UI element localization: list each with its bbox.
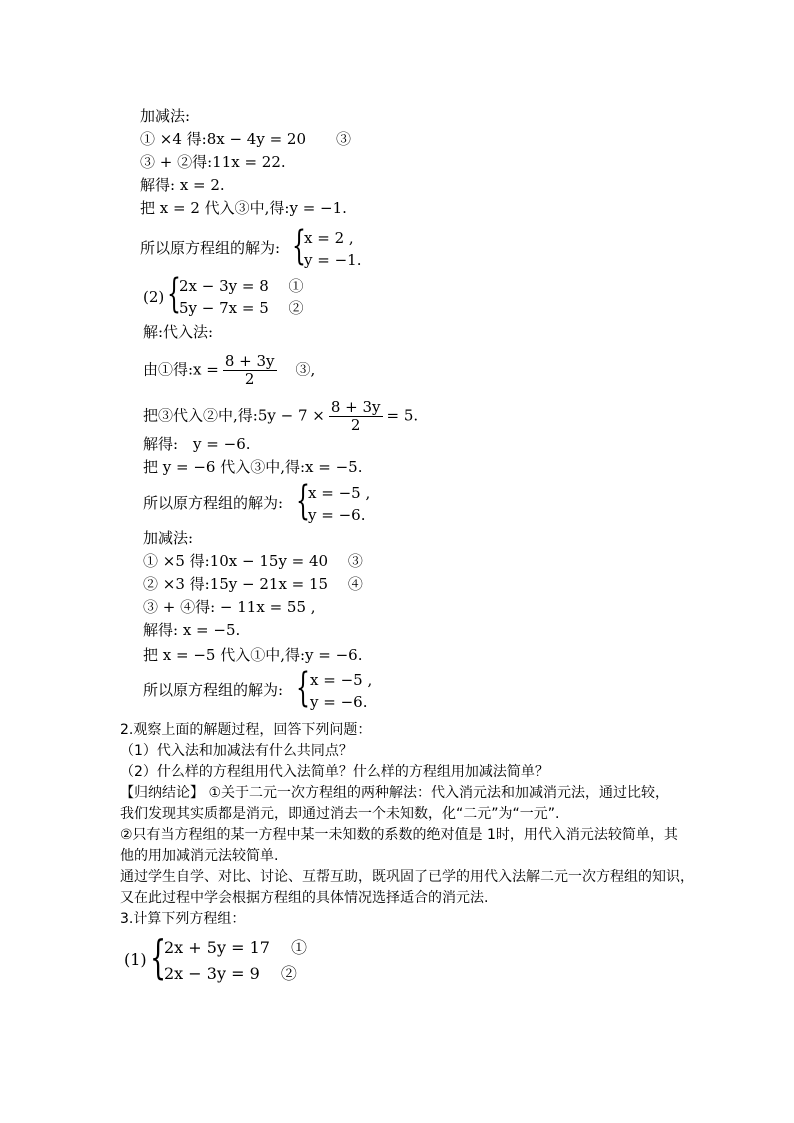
substitution-label: 把③代入②中,得:5y − 7 × [143,406,325,425]
note-line: 又在此过程中学会根据方程组的具体情况选择适合的消元法. [120,890,489,906]
step-line: ① ×4 得:8x − 4y = 20 ③ [140,130,352,148]
substitution-line: 把 x = −5 代入①中,得:y = −6. [143,646,363,664]
conclusion-line: ②只有当方程组的某一方程中某一未知数的系数的绝对值是 1时，用代入消元法较简单，其 [120,827,678,843]
conclusion-line: 【归纳结论】 ①关于二元一次方程组的两种解法：代入消元法和加减消元法，通过比较， [120,785,669,801]
system-row: 5y − 7x = 5 ② [179,299,304,317]
method-heading: 加减法: [143,529,194,547]
method-heading: 解:代入法: [143,323,214,341]
substitution-line [143,399,418,434]
fraction-denominator: 2 [244,370,255,388]
step-line: ③ + ④得: − 11x = 55 , [143,598,316,616]
brace-icon: { [150,930,167,984]
step-line: ① ×5 得:10x − 15y = 40 ③ [143,552,363,570]
system-row: x = 2 , [304,229,354,247]
conclusion-line: 他的用加减消元法较简单. [120,848,279,864]
fraction-numerator: 8 + 3y [330,398,381,416]
problem-label: (1) [124,950,147,969]
result-label: 所以原方程组的解为: [140,239,281,257]
solve-line: 解得: y = −6. [143,435,251,453]
fraction [223,353,277,388]
substitution-tail: = 5. [386,406,419,425]
step-line: ③ + ②得:11x = 22. [140,153,286,171]
substitution-line: 把 x = 2 代入③中,得:y = −1. [140,199,347,217]
equation-tag: ③, [295,360,316,379]
system-row: 2x + 5y = 17 ① [164,938,308,957]
problem-label: (2) [143,288,165,306]
derivation-line [143,353,315,388]
brace-icon: { [167,271,181,317]
brace-icon: { [296,478,310,524]
method-heading: 加减法: [140,107,191,125]
conclusion-line: 我们发现其实质都是消元，即通过消去一个未知数，化“二元”为“一元”. [120,806,560,822]
result-label: 所以原方程组的解为: [143,681,284,699]
result-label: 所以原方程组的解为: [143,494,284,512]
system-row: y = −1. [304,251,362,269]
solve-line: 解得: x = −5. [143,621,241,639]
system-row: 2x − 3y = 8 ① [179,277,304,295]
section-title: 2.观察上面的解题过程，回答下列问题： [120,722,372,738]
brace-icon: { [292,223,306,269]
fraction-denominator: 2 [350,416,361,434]
system-row: y = −6. [308,506,366,524]
fraction [329,399,383,434]
system-row: x = −5 , [308,484,371,502]
note-line: 通过学生自学、对比、讨论、互帮互助，既巩固了已学的用代入法解二元一次方程组的知识， [120,869,694,885]
step-line: ② ×3 得:15y − 21x = 15 ④ [143,575,363,593]
question-line: （2）什么样的方程组用代入法简单？什么样的方程组用加减法简单？ [120,764,549,780]
system-row: y = −6. [310,693,368,711]
fraction-numerator: 8 + 3y [224,352,275,370]
system-row: 2x − 3y = 9 ② [164,964,297,983]
substitution-line: 把 y = −6 代入③中,得:x = −5. [143,458,363,476]
brace-icon: { [296,665,310,711]
section-title: 3.计算下列方程组： [120,911,246,927]
derivation-label: 由①得:x = [143,360,219,379]
system-row: x = −5 , [310,671,373,689]
question-line: （1）代入法和加减法有什么共同点？ [120,743,353,759]
solve-line: 解得: x = 2. [140,176,225,194]
